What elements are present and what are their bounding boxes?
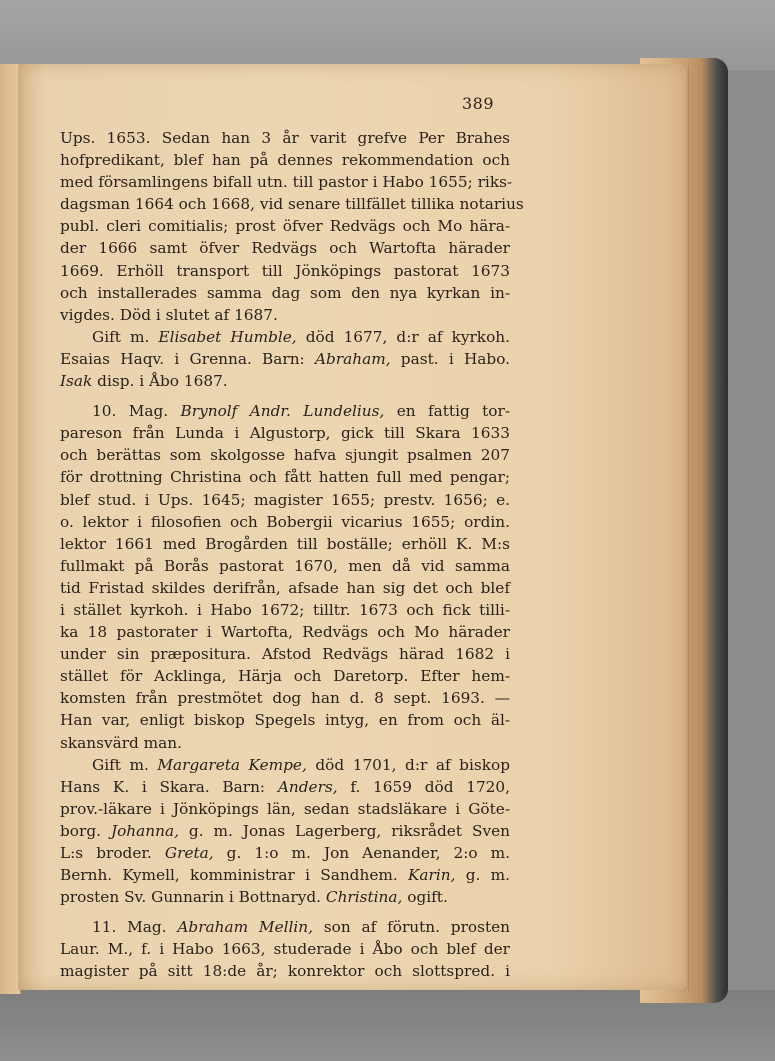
text-run: för drottning Christina och fått hatten full med pengar; — [60, 468, 510, 487]
text-run: prosten Sv. Gunnarin i Bottnaryd. — [60, 888, 326, 907]
text-line — [60, 599, 510, 621]
text-line — [60, 555, 510, 577]
text-run: g. 1:o m. Jon Aenander, 2:o m. — [213, 844, 511, 862]
italic-name: Abraham Mellin, — [177, 918, 314, 937]
text-run: under sin præpositura. Afstod Redvägs härad 1682 i — [60, 645, 510, 664]
text-line — [60, 687, 510, 709]
text-run: Gift m. — [92, 755, 158, 774]
text-line — [60, 820, 510, 842]
text-line — [60, 489, 510, 511]
text-run: g. m. — [455, 866, 510, 885]
text-run: död 1677, d:r af kyrkoh. — [296, 327, 510, 346]
text-run: o. lektor i filosofien och Bobergii vicarius 1655; ordin. — [60, 512, 510, 531]
text-run: med församlingens bifall utn. till pastor i Habo 1655; riks- — [60, 173, 513, 192]
text-line — [60, 754, 510, 776]
text-line — [60, 400, 510, 422]
text-line — [60, 533, 510, 555]
italic-name: Johanna, — [110, 821, 179, 840]
italic-name: Abraham, — [314, 349, 391, 368]
text-run: ogift. — [402, 888, 448, 907]
text-line — [60, 260, 510, 282]
italic-name: Anders, — [277, 777, 338, 796]
text-run: Bernh. Kymell, komministrar i Sandhem. — [60, 866, 408, 885]
text-line — [60, 886, 510, 908]
text-run: blef stud. i Ups. 1645; magister 1655; prestv. 1656; e. — [60, 490, 510, 509]
text-line — [60, 577, 510, 599]
text-run: ka 18 pastorater i Wartofta, Redvägs och Mo härader — [60, 623, 510, 642]
paragraph-gap — [60, 908, 510, 916]
italic-name: Elisabet Humble, — [158, 327, 297, 346]
text-line — [60, 171, 513, 193]
text-run: borg. — [60, 821, 111, 840]
text-run: i stället kyrkoh. i Habo 1672; tilltr. 1673 och fick tilli- — [60, 600, 510, 619]
text-run: komsten från prestmötet dog han d. 8 sept. 1693. — — [60, 689, 510, 708]
text-run: Gift m. — [92, 327, 159, 346]
text-run: död 1701, d:r af biskop — [306, 755, 510, 774]
text-run: fullmakt på Borås pastorat 1670, men då vid samma — [60, 556, 510, 575]
text-run: 11. Mag. — [92, 918, 178, 937]
text-run: Laur. M., f. i Habo 1663, studerade i Åbo och blef der — [60, 940, 510, 959]
text-run: son af förutn. prosten — [313, 918, 510, 937]
text-line — [60, 237, 510, 259]
italic-name: Christina, — [325, 888, 403, 907]
text-line — [60, 127, 510, 149]
italic-name: Margareta Kempe, — [157, 755, 307, 774]
text-run: en fattig tor- — [384, 402, 510, 421]
text-run: 1669. Erhöll transport till Jönköpings pastorat 1673 — [60, 261, 510, 280]
paragraph-gap — [60, 392, 510, 400]
text-run: der 1666 samt öfver Redvägs och Wartofta härader — [60, 239, 510, 258]
text-line — [60, 798, 510, 820]
text-line — [60, 326, 510, 348]
text-run: tid Fristad skildes derifrån, afsade han sig det och blef — [60, 578, 510, 597]
text-line — [60, 370, 510, 392]
text-line — [60, 149, 510, 171]
text-line — [60, 916, 510, 938]
text-line — [60, 422, 510, 444]
text-line — [60, 304, 510, 326]
text-run: och installerades samma dag som den nya kyrkan in- — [60, 283, 510, 302]
text-run: past. i Habo. — [390, 349, 510, 368]
text-run: g. m. Jonas Lagerberg, riksrådet Sven — [178, 821, 510, 840]
text-line — [60, 709, 510, 731]
text-line — [60, 864, 510, 886]
text-run: hofpredikant, blef han på dennes rekommendation och — [60, 151, 510, 170]
text-run: disp. i Åbo 1687. — [92, 372, 228, 391]
text-line — [60, 282, 510, 304]
italic-name: Brynolf Andr. Lundelius, — [180, 402, 385, 421]
text-line — [60, 643, 510, 665]
text-run: Han var, enligt biskop Spegels intyg, en from och äl- — [60, 711, 510, 730]
text-run: vigdes. Död i slutet af 1687. — [60, 305, 278, 324]
text-line — [60, 732, 510, 754]
text-line — [60, 215, 510, 237]
text-line — [60, 193, 524, 215]
text-run: Hans K. i Skara. Barn: — [60, 777, 278, 796]
italic-name: Karin, — [408, 866, 456, 885]
text-run: dagsman 1664 och 1668, vid senare tillfället tillika notarius — [60, 195, 524, 214]
text-run: lektor 1661 med Brogården till boställe; erhöll K. M:s — [60, 534, 510, 553]
text-run: f. 1659 död 1720, — [337, 777, 511, 796]
text-line — [60, 938, 510, 960]
text-run: L:s broder. — [60, 844, 165, 862]
text-line — [60, 348, 510, 370]
text-line — [60, 511, 510, 533]
text-run: 10. Mag. — [92, 402, 181, 421]
text-run: Esaias Haqv. i Grenna. Barn: — [60, 349, 315, 368]
text-run: publ. cleri comitialis; prost öfver Redvägs och Mo härа- — [60, 217, 510, 236]
page-number: 389 — [462, 94, 495, 113]
page-text — [60, 127, 524, 983]
text-line — [60, 960, 510, 982]
text-line — [60, 466, 510, 488]
text-run: pareson från Lunda i Algustorp, gick till Skara 1633 — [60, 424, 510, 443]
text-line — [60, 776, 510, 798]
text-run: magister på sitt 18:de år; konrektor och slottspred. i — [60, 962, 510, 981]
text-run: och berättas som skolgosse hafva sjungit psalmen 207 — [60, 446, 510, 465]
italic-name: Isak — [60, 372, 93, 391]
italic-name: Greta, — [164, 844, 214, 862]
text-line — [60, 665, 510, 687]
text-line — [60, 621, 510, 643]
text-run: stället för Acklinga, Härja och Daretorp. Efter hem- — [60, 667, 510, 686]
text-line — [60, 842, 510, 864]
text-run: skansvärd man. — [60, 733, 183, 752]
text-line — [60, 444, 510, 466]
text-run: prov.-läkare i Jönköpings län, sedan stadsläkare i Göte- — [60, 799, 510, 818]
text-run: Ups. 1653. Sedan han 3 år varit grefve Per Brahes — [60, 129, 510, 147]
